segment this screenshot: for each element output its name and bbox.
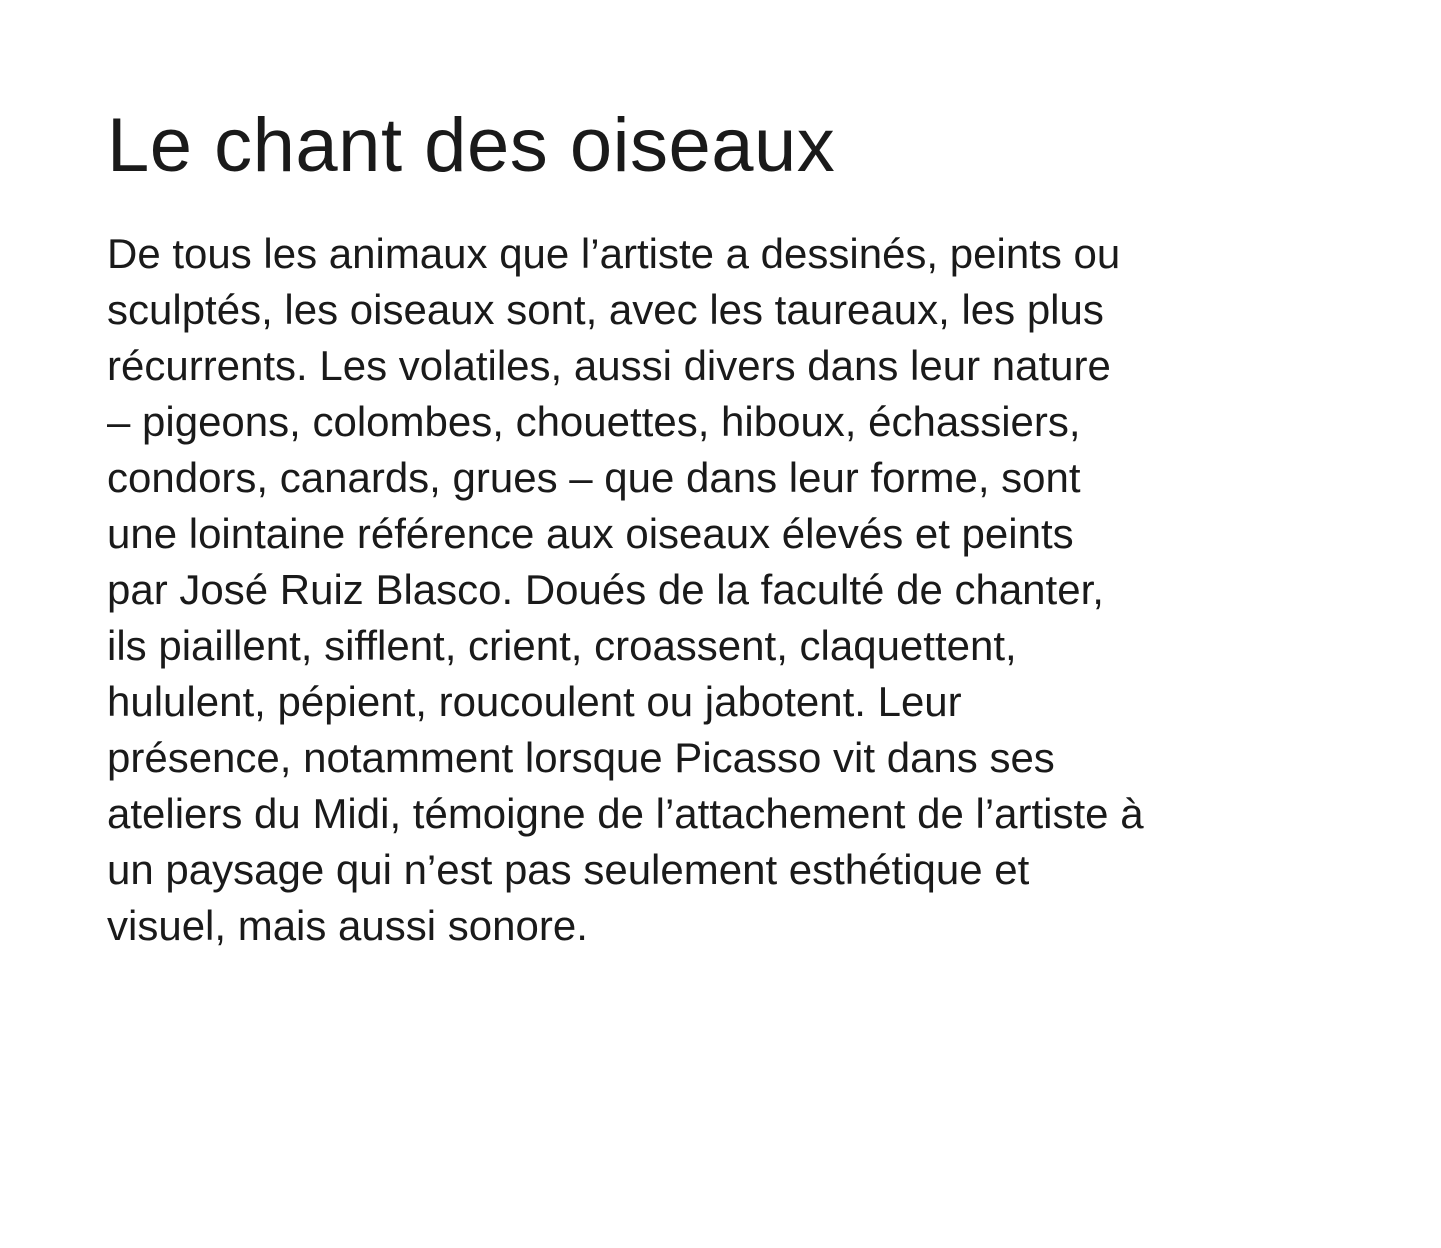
text-panel <box>107 100 1357 954</box>
paragraph-line: ils piaillent, sifflent, crient, croassent, claquettent, <box>107 622 1017 669</box>
paragraph-line: sculptés, les oiseaux sont, avec les taureaux, les plus <box>107 286 1104 333</box>
page-title: Le chant des oiseaux <box>107 103 836 188</box>
paragraph-line: condors, canards, grues – que dans leur forme, sont <box>107 454 1081 501</box>
paragraph-line: récurrents. Les volatiles, aussi divers dans leur nature <box>107 342 1111 389</box>
paragraph-line: De tous les animaux que l’artiste a dessinés, peints ou <box>107 230 1121 277</box>
paragraph-line: une lointaine référence aux oiseaux élevés et peints <box>107 510 1074 557</box>
paragraph-line: par José Ruiz Blasco. Doués de la faculté de chanter, <box>107 566 1104 613</box>
paragraph-line: présence, notamment lorsque Picasso vit dans ses <box>107 734 1055 781</box>
paragraph-line: – pigeons, colombes, chouettes, hiboux, échassiers, <box>107 398 1081 445</box>
paragraph-line: hululent, pépient, roucoulent ou jabotent. Leur <box>107 678 962 725</box>
paragraph-line: visuel, mais aussi sonore. <box>107 902 588 949</box>
paragraph-line: ateliers du Midi, témoigne de l’attachement de l’artiste à <box>107 790 1144 837</box>
body-paragraph <box>107 226 1357 954</box>
paragraph-line: un paysage qui n’est pas seulement esthétique et <box>107 846 1030 893</box>
